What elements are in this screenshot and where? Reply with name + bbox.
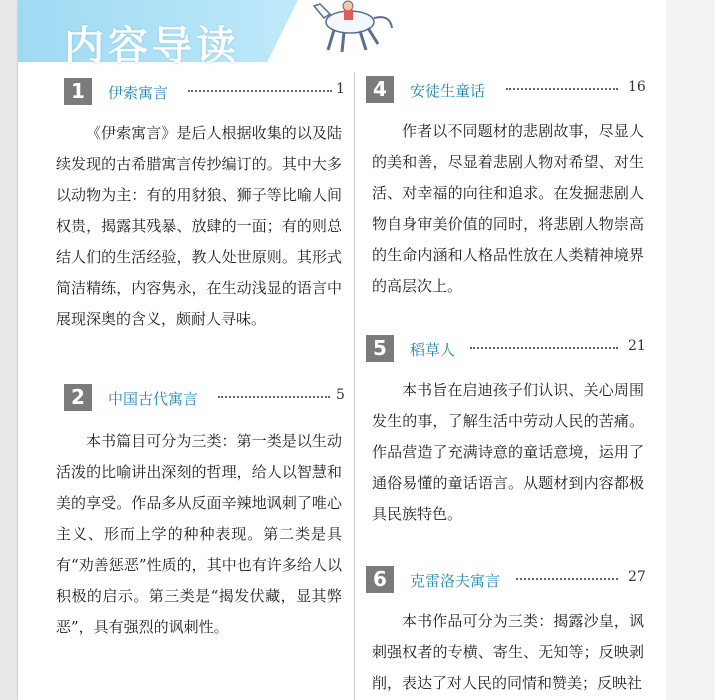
entry-number: 2 xyxy=(64,384,92,411)
column-divider xyxy=(354,72,355,700)
leader-dots xyxy=(470,347,618,349)
entry-title[interactable]: 克雷洛夫寓言 xyxy=(410,572,501,590)
entry-number: 1 xyxy=(64,78,92,105)
entry-number: 5 xyxy=(366,335,394,362)
toc-entry-4[interactable] xyxy=(366,76,648,306)
entry-description: 本书作品可分为三类：揭露沙皇，讽刺强权者的专横、寄生、无知等；反映剥削，表达了对人民的同情和赞美；反映社 xyxy=(372,612,644,692)
entry-title[interactable]: 安徒生童话 xyxy=(410,82,486,100)
toc-entry-5[interactable] xyxy=(366,335,648,535)
entry-description: 本书篇目可分为三类：第一类是以生动活泼的比喻讲出深刻的哲理，给人以智慧和美的享受。作品多从反面辛辣地讽刺了唯心主义、形而上学的种种表现。第二类是具有“劝善惩恶”性质的，其中也有许多给人以积极的启示。第三类是“揭发伏藏，显其弊恶”，具有强烈的讽刺性。 xyxy=(56,432,342,636)
entry-number: 4 xyxy=(366,76,394,103)
entry-description: 《伊索寓言》是后人根据收集的以及陆续发现的古希腊寓言传抄编订的。其中大多以动物为主：有的用豺狼、狮子等比喻人间权贵，揭露其残暴、放肆的一面；有的则总结人们的生活经验，教人处世原则。其形式简洁精练，内容隽永，在生动浅显的语言中展现深奥的含义，颇耐人寻味。 xyxy=(56,124,342,328)
entry-page: 1 xyxy=(336,81,345,97)
entry-page: 27 xyxy=(628,569,646,585)
entry-description: 本书旨在启迪孩子们认识、关心周围发生的事，了解生活中劳动人民的苦痛。作品营造了充满诗意的童话意境，运用了通俗易懂的童话语言。从题材到内容都极具民族特色。 xyxy=(372,381,644,523)
banner-title: 内容导读 xyxy=(64,23,240,69)
viewer-margin xyxy=(666,0,715,700)
horse-illustration xyxy=(294,0,394,54)
entry-page: 21 xyxy=(628,338,646,354)
entry-page: 5 xyxy=(336,387,345,403)
entry-page: 16 xyxy=(628,79,646,95)
leader-dots xyxy=(188,90,332,92)
entry-description: 作者以不同题材的悲剧故事，尽显人的美和善，尽显着悲剧人物对希望、对生活、对幸福的向往和追求。在发掘悲剧人物自身审美价值的同时，将悲剧人物崇高的生命内涵和人格品性放在人类精神境界的高层次上。 xyxy=(372,122,644,295)
toc-entry-2[interactable] xyxy=(56,384,345,684)
entry-number: 6 xyxy=(366,566,394,593)
entry-title[interactable]: 稻草人 xyxy=(410,341,456,359)
leader-dots xyxy=(218,396,330,398)
toc-entry-1[interactable] xyxy=(56,78,345,358)
toc-entry-6[interactable] xyxy=(366,566,648,700)
leader-dots xyxy=(516,578,618,580)
entry-title[interactable]: 伊索寓言 xyxy=(108,84,169,102)
document-page xyxy=(18,0,666,700)
leader-dots xyxy=(506,88,618,90)
entry-title[interactable]: 中国古代寓言 xyxy=(108,390,199,408)
